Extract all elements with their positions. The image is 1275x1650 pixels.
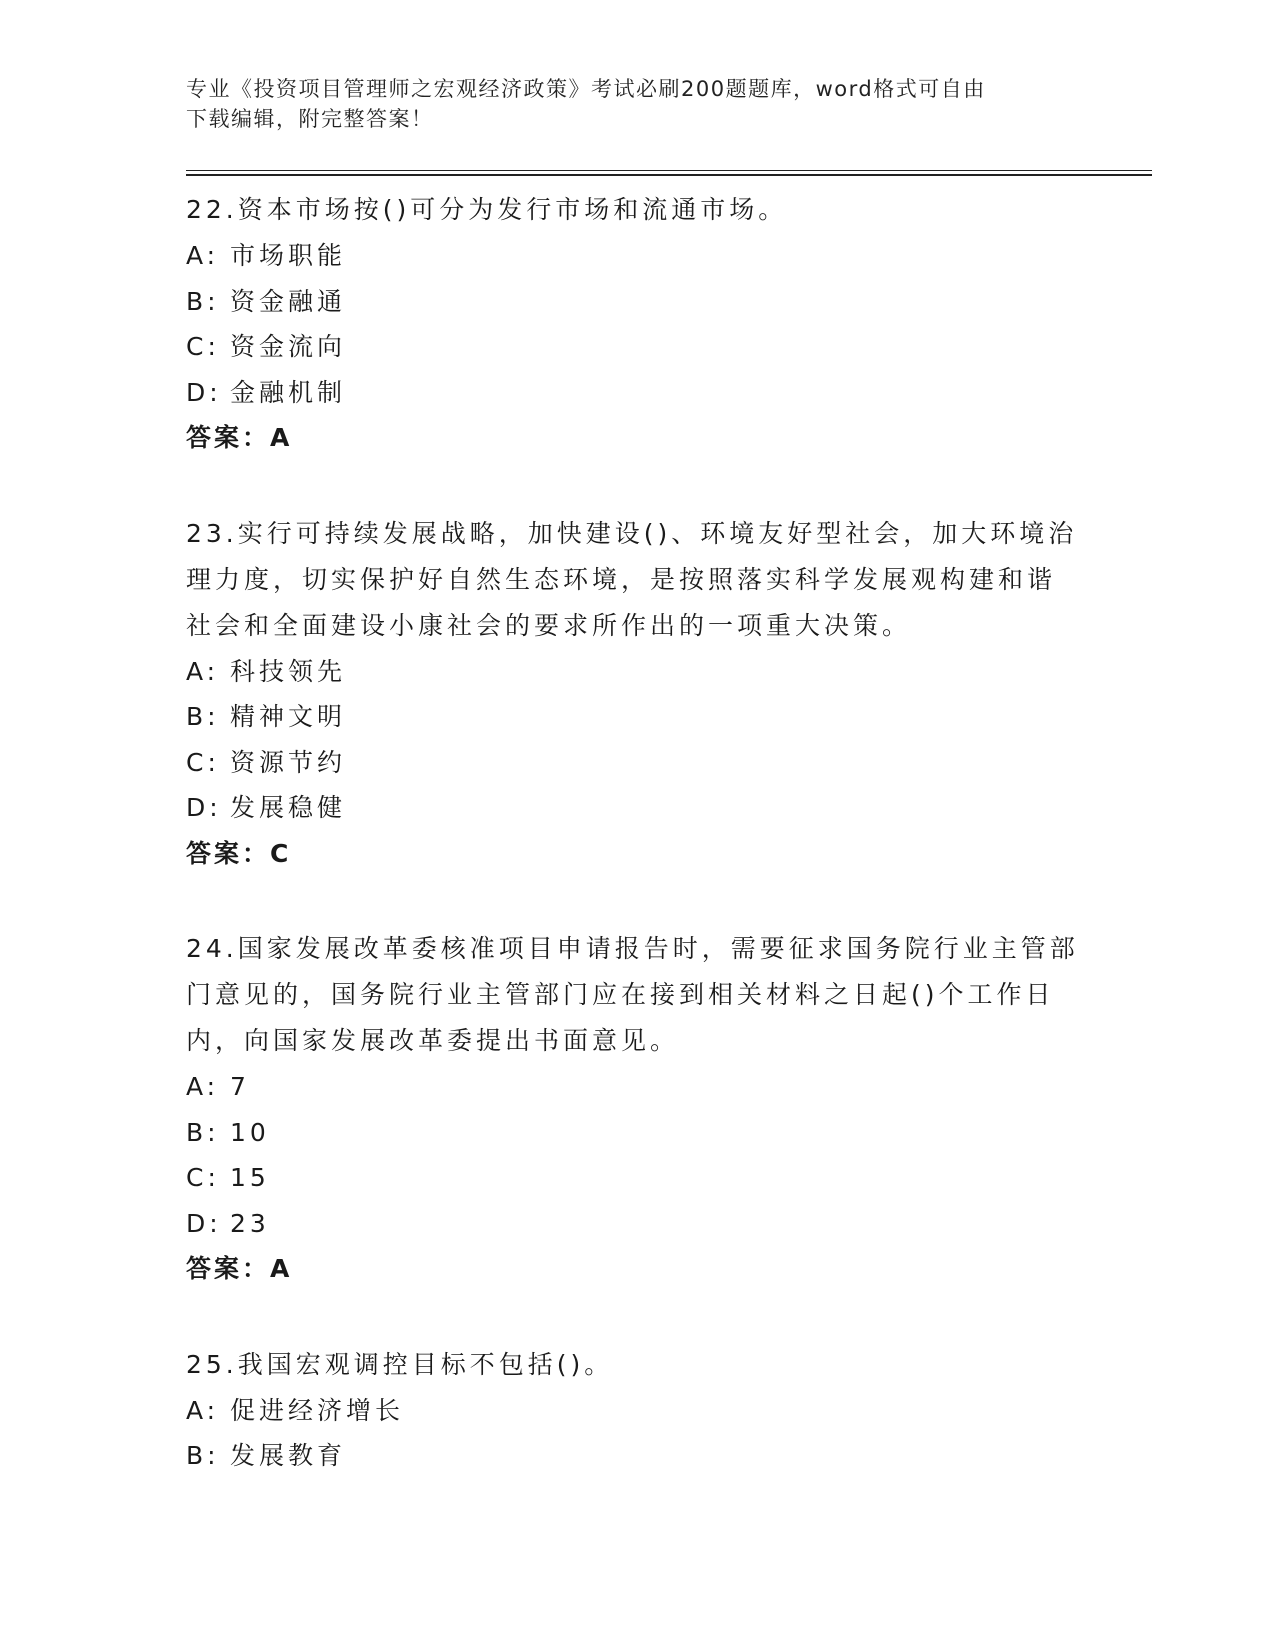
- option-text: 精神文明: [230, 702, 347, 731]
- header-rule-thin: [186, 170, 1152, 171]
- option-text: 7: [230, 1072, 250, 1101]
- option-d: [186, 370, 1086, 416]
- option-letter: A:: [186, 1395, 220, 1425]
- option-d: [186, 1201, 1086, 1247]
- option-text: 资金流向: [230, 332, 347, 361]
- option-text: 市场职能: [230, 241, 347, 270]
- option-b: [186, 1433, 1086, 1479]
- question-stem-line: 内，向国家发展改革委提出书面意见。: [186, 1026, 680, 1055]
- option-letter: A:: [186, 1072, 220, 1101]
- answer-line: 答案：C: [186, 838, 292, 868]
- option-letter: D:: [186, 377, 222, 407]
- option-text: 资源节约: [230, 747, 347, 777]
- option-letter: B:: [186, 1117, 220, 1147]
- question-stem-line: 理力度，切实保护好自然生态环境，是按照落实科学发展观构建和谐: [186, 564, 1057, 594]
- option-a: [186, 233, 1086, 279]
- answer-line: 答案：A: [186, 1254, 293, 1283]
- option-a: [186, 649, 1086, 695]
- question-stem-line: 24.国家发展改革委核准项目申请报告时，需要征求国务院行业主管部: [186, 934, 1079, 963]
- option-text: 促进经济增长: [230, 1395, 405, 1425]
- option-a: [186, 1064, 1086, 1110]
- option-letter: D:: [186, 1208, 222, 1238]
- option-text: 金融机制: [230, 377, 347, 407]
- answer-line: 答案：A: [186, 423, 293, 452]
- option-c: [186, 740, 1086, 786]
- header-rule-thick: [186, 174, 1152, 176]
- option-letter: B:: [186, 286, 220, 316]
- header-line-2: 下载编辑，附完整答案！: [186, 107, 434, 131]
- option-text: 15: [230, 1163, 270, 1192]
- option-c: [186, 1155, 1086, 1201]
- question-24: [186, 926, 1086, 1292]
- option-a: [186, 1388, 1086, 1434]
- option-letter: D:: [186, 793, 222, 822]
- option-letter: A:: [186, 241, 220, 270]
- question-stem-line: 25.我国宏观调控目标不包括()。: [186, 1349, 614, 1379]
- option-b: [186, 1110, 1086, 1156]
- option-b: [186, 694, 1086, 740]
- option-letter: C:: [186, 747, 220, 777]
- question-22: [186, 187, 1086, 461]
- question-23: [186, 511, 1086, 877]
- option-c: [186, 324, 1086, 370]
- option-text: 10: [230, 1117, 270, 1147]
- question-25: [186, 1342, 1086, 1479]
- option-text: 发展稳健: [230, 793, 347, 822]
- option-letter: C:: [186, 332, 220, 361]
- option-text: 科技领先: [230, 656, 347, 686]
- option-letter: B:: [186, 702, 220, 731]
- option-b: [186, 279, 1086, 325]
- question-stem-line: 23.实行可持续发展战略，加快建设()、环境友好型社会，加大环境治: [186, 518, 1078, 548]
- question-stem-line: 22.资本市场按()可分为发行市场和流通市场。: [186, 195, 788, 224]
- option-letter: A:: [186, 656, 220, 686]
- option-letter: B:: [186, 1441, 220, 1470]
- header-line-1: 专业《投资项目管理师之宏观经济政策》考试必刷200题题库，word格式可自由: [186, 77, 986, 101]
- question-list: [186, 187, 1086, 1529]
- option-letter: C:: [186, 1163, 220, 1192]
- option-d: [186, 785, 1086, 831]
- document-header: [186, 74, 1086, 134]
- option-text: 发展教育: [230, 1441, 347, 1470]
- question-stem-line: 门意见的，国务院行业主管部门应在接到相关材料之日起()个工作日: [186, 980, 1055, 1009]
- option-text: 资金融通: [230, 286, 347, 316]
- option-text: 23: [230, 1208, 270, 1238]
- question-stem-line: 社会和全面建设小康社会的要求所作出的一项重大决策。: [186, 610, 912, 640]
